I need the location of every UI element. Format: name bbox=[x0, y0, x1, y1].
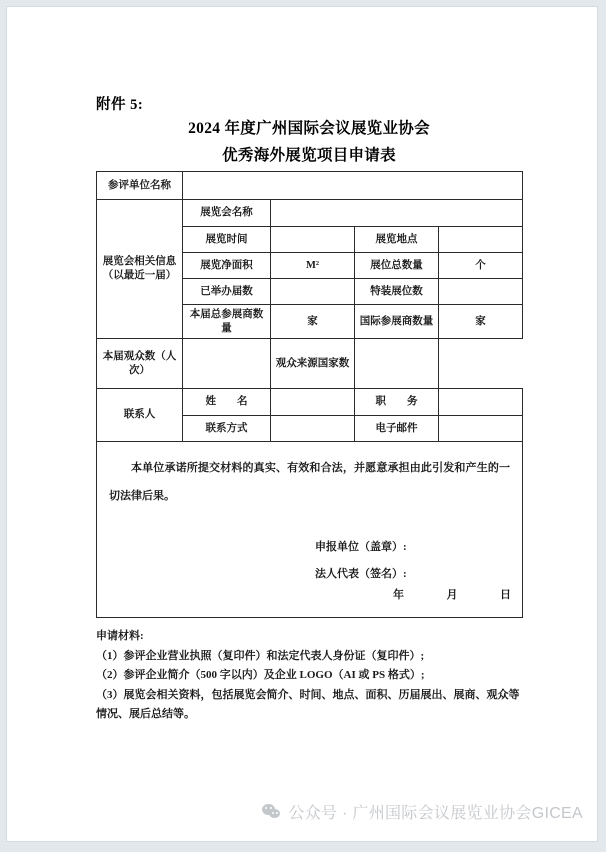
contact-phone-label: 联系方式 bbox=[183, 416, 271, 442]
notes-item-2: （2）参评企业简介（500 字以内）及企业 LOGO（AI 或 PS 格式）; bbox=[96, 669, 425, 681]
wechat-icon bbox=[262, 804, 281, 820]
total-exhibitors-unit[interactable]: 家 bbox=[271, 305, 355, 339]
booth-total-label: 展位总数量 bbox=[355, 253, 439, 279]
date-day-label[interactable]: 日 bbox=[500, 589, 511, 601]
intl-exhibitors-label: 国际参展商数量 bbox=[355, 305, 439, 339]
contact-email-value[interactable] bbox=[439, 416, 523, 442]
applicant-seal-line[interactable]: 申报单位（盖章）: bbox=[315, 541, 407, 553]
visitor-countries-label: 观众来源国家数 bbox=[271, 339, 355, 389]
exhibition-time-label: 展览时间 bbox=[183, 227, 271, 253]
visitors-label: 本届观众数（人次） bbox=[97, 339, 183, 389]
declaration-text: 本单位承诺所提交材料的真实、有效和合法，并愿意承担由此引发和产生的一切法律后果。 bbox=[109, 462, 510, 502]
visitors-value[interactable] bbox=[183, 339, 271, 389]
exhibition-time-value[interactable] bbox=[271, 227, 355, 253]
editions-held-label: 已举办届数 bbox=[183, 279, 271, 305]
contact-title-label: 职 务 bbox=[355, 389, 439, 416]
application-form-table bbox=[96, 171, 523, 618]
table-row-visitors bbox=[97, 339, 523, 389]
signature-block bbox=[315, 534, 407, 588]
title-line-2: 优秀海外展览项目申请表 bbox=[222, 147, 396, 164]
contact-name-value[interactable] bbox=[271, 389, 355, 416]
net-area-label: 展览净面积 bbox=[183, 253, 271, 279]
attachment-label: 附件 5: bbox=[96, 97, 144, 113]
exhibition-section-label: 展览会相关信息（以最近一届） bbox=[97, 200, 183, 339]
legal-rep-sign-line[interactable]: 法人代表（签名）: bbox=[315, 568, 407, 580]
footer-brand bbox=[262, 800, 583, 823]
declaration-cell bbox=[97, 442, 523, 618]
exhibition-place-label: 展览地点 bbox=[355, 227, 439, 253]
exhibition-name-label: 展览会名称 bbox=[183, 200, 271, 227]
table-row-applicant-unit bbox=[97, 172, 523, 200]
contact-section-label: 联系人 bbox=[97, 389, 183, 442]
notes-item-3: （3）展览会相关资料，包括展览会简介、时间、地点、面积、历届展出、展商、观众等情况、展后总结等。 bbox=[96, 688, 520, 720]
special-booth-value[interactable] bbox=[439, 279, 523, 305]
signature-date-line bbox=[393, 588, 511, 602]
title-line-1: 2024 年度广州国际会议展览业协会 bbox=[188, 120, 430, 137]
date-month-label[interactable]: 月 bbox=[446, 589, 458, 601]
application-materials-notes bbox=[96, 627, 528, 725]
visitor-countries-value[interactable] bbox=[355, 339, 439, 389]
contact-email-label: 电子邮件 bbox=[355, 416, 439, 442]
table-row-contact-name bbox=[97, 389, 523, 416]
intl-exhibitors-unit[interactable]: 家 bbox=[439, 305, 523, 339]
document-page bbox=[6, 6, 598, 842]
editions-held-value[interactable] bbox=[271, 279, 355, 305]
footer-brand-text: 公众号 · 广州国际会议展览业协会GICEA bbox=[288, 805, 583, 822]
date-year-label[interactable]: 年 bbox=[393, 589, 404, 601]
booth-total-unit[interactable]: 个 bbox=[439, 253, 523, 279]
contact-phone-value[interactable] bbox=[271, 416, 355, 442]
total-exhibitors-label: 本届总参展商数量 bbox=[183, 305, 271, 339]
table-row-exhibition-name bbox=[97, 200, 523, 227]
table-row-declaration bbox=[97, 442, 523, 618]
page-title bbox=[96, 115, 522, 169]
contact-name-label: 姓 名 bbox=[183, 389, 271, 416]
contact-title-value[interactable] bbox=[439, 389, 523, 416]
special-booth-label: 特装展位数 bbox=[355, 279, 439, 305]
notes-item-1: （1）参评企业营业执照（复印件）和法定代表人身份证（复印件）; bbox=[96, 649, 425, 662]
net-area-unit[interactable]: M² bbox=[271, 253, 355, 279]
applicant-unit-label: 参评单位名称 bbox=[97, 172, 183, 200]
applicant-unit-value[interactable] bbox=[183, 172, 523, 200]
exhibition-name-value[interactable] bbox=[271, 200, 523, 227]
exhibition-place-value[interactable] bbox=[439, 227, 523, 253]
notes-heading: 申请材料: bbox=[96, 630, 144, 642]
